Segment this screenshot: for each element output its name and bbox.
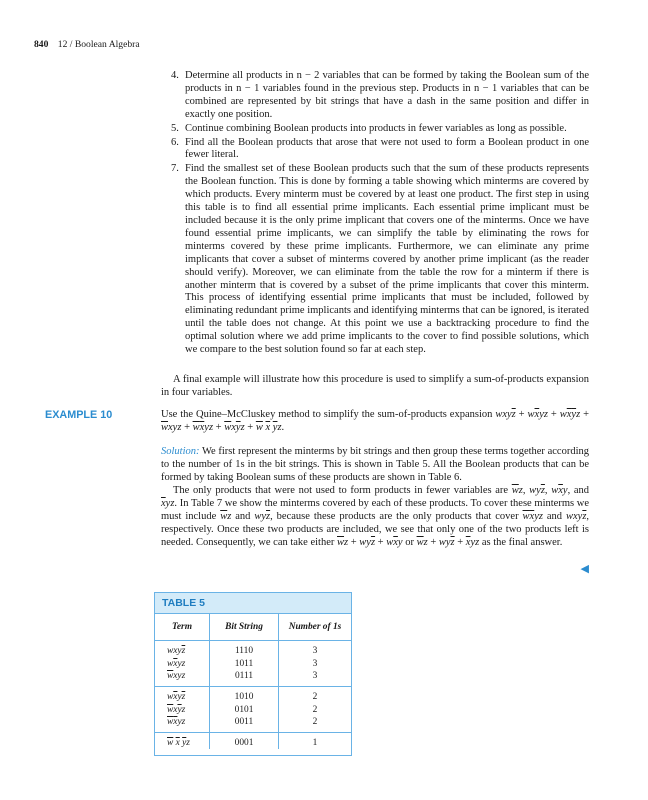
step-item (171, 123, 589, 136)
example-statement: Use the Quine–McCluskey method to simplify the sum-of-products expansion $wxy\overline{z} + w\overline{x}yz + w\overline{x}\overline{y}z + \overline{w}xyz + \overline{w}\overline{x}yz + \overline{w}x\overline{y}z + \overline{w}$ $\overline{x}$ $\overline{y}z$. (161, 409, 590, 433)
chapter-title: 12 / Boolean Algebra (57, 39, 140, 50)
table-row (155, 732, 351, 749)
algorithm-steps (171, 70, 589, 358)
solution-text-2a: The only products that were not used to form products in fewer variables are (173, 485, 509, 496)
solution-text-2d: respectively. Once these two products are included, we see that only one of the two products left is needed. Consequently, we can take either (161, 523, 589, 548)
table-row (155, 641, 351, 658)
table-title: TABLE 5 (155, 593, 351, 614)
ones-count-cell: 3 (312, 658, 318, 669)
term-cell: $\overline{w}xyz$ (155, 670, 210, 686)
step-text: Determine all products in n − 2 variables that can be formed by taking the Boolean sum of the products in n − 1 variables found in the previous step. Products in n − 1 variables that can be combined are represented by bit strings that have a dash in the same position and differ in exactly one position. (185, 70, 589, 120)
table-row (155, 658, 351, 671)
term-cell: $w\overline{x}y\overline{z}$ (155, 686, 210, 703)
ones-count-cell: 1 (312, 737, 318, 748)
solution-paragraph-2: The only products that were not used to form products in fewer variables are $\overline{w}z$, $wy\overline{z}$, $w\overline{x}y$, and $\overline{x}yz$. In Table 7 we show the minterms covered by each of these products. To cover these minterms we must include $\overline{w}z$ and $wy\overline{z}$, because these products are the only products that cover $\overline{w}\overline{x}yz$ and $wxy\overline{z}$, respectively. Once these two products are included, we see that only one of the two products left is needed. Consequently, we can take either $\overline{w}z + wy\overline{z} + w\overline{x}y$ or $\overline{w}z + wy\overline{z} + \overline{x}yz$ as the final answer. (161, 485, 590, 548)
term-cell: $w\overline{x}yz$ (155, 658, 210, 671)
solution-text-2b: In Table 7 we show the minterms covered by each of these products. To cover these minterms we must include (161, 497, 590, 522)
step-number: 7. (171, 163, 179, 175)
solution-paragraph-1 (161, 446, 589, 485)
step-number: 6. (171, 136, 179, 148)
example-statement-text: Use the Quine–McCluskey method to simplify the sum-of-products expansion (161, 409, 493, 420)
page-number: 840 (34, 39, 49, 50)
final-example-paragraph: A final example will illustrate how this procedure is used to simplify a sum-of-products expansion in four variables. (161, 374, 589, 398)
table-row (155, 670, 351, 686)
solution-text-2e: as the final answer. (481, 536, 563, 548)
table-row (155, 716, 351, 732)
ones-count-cell: 2 (312, 704, 318, 715)
bit-string-cell: 0101 (210, 703, 279, 716)
page-header (34, 39, 140, 50)
table-row (155, 703, 351, 716)
solution-label: Solution: (161, 446, 200, 457)
step-text: Continue combining Boolean products into products in fewer variables as long as possible. (185, 122, 567, 134)
step-text: Find the smallest set of these Boolean products such that the sum of these products represents the Boolean function. This is done by forming a table showing which minterms are covered by which products. Every minterm must be covered by at least one product. The first step in using this table is to find all essential prime implicants. Each essential prime implicant must be included because it is the only prime implicant that covers one of the minterms. Once we have found essential prime implicants, we can simplify the table by eliminating the rows for minterms covered by these prime implicants. Furthermore, we can eliminate any prime implicants that cover a subset of minterms covered by another prime implicant (as the reader should verify). Moreover, we can eliminate from the table the row for a minterm if there is another minterm that is covered by a subset of the prime implicants that cover this minterm. This process of identifying essential prime implicants that must be included, followed by eliminating redundant prime implicants and identifying minterms that can be ignored, is iterated until the table does not change. At this point we use a backtracking procedure to find the optimal solution where we add prime implicants to the cover to find possible solutions, which we compare to the best solution found so far at each step. (185, 163, 589, 356)
step-item (171, 163, 589, 357)
table-5 (154, 592, 352, 756)
table-header-row (155, 614, 351, 641)
step-item (171, 70, 589, 122)
column-header-bit-string: Bit String (210, 614, 279, 641)
term-cell: $\overline{w}$ $\overline{x}$ $\overline{y}z$ (155, 732, 210, 749)
bit-string-cell: 0111 (210, 670, 279, 686)
column-header-number-of-ones: Number of 1s (279, 614, 352, 641)
ones-count-cell: 3 (279, 670, 352, 686)
bit-string-cell: 0011 (210, 716, 279, 732)
ones-count-cell: 2 (312, 692, 318, 703)
solution-text-2c: because these products are the only products that cover (276, 510, 519, 522)
step-number: 5. (171, 122, 179, 134)
bit-string-cell: 0001 (210, 732, 279, 749)
ones-count-cell: 3 (312, 646, 318, 657)
end-of-example-icon: ◀ (580, 563, 589, 575)
ones-count-cell: 2 (279, 716, 352, 732)
step-item (171, 137, 589, 163)
bit-string-cell: 1011 (210, 658, 279, 671)
step-number: 4. (171, 70, 179, 81)
solution-text-1: We first represent the minterms by bit strings and then group these terms together according to the number of 1s in the bit strings. This is shown in Table 5. All the Boolean products that can be formed by taking Boolean sums of these products are shown in Table 6. (161, 446, 589, 483)
step-text: Find all the Boolean products that arose that were not used to form a Boolean product in one fewer literal. (185, 136, 589, 161)
example-label: EXAMPLE 10 (45, 409, 113, 421)
end-of-example-row (161, 562, 589, 576)
term-cell: $\overline{w}x\overline{y}z$ (155, 703, 210, 716)
term-cell: $wxy\overline{z}$ (155, 641, 210, 658)
table-5-grid (155, 614, 351, 749)
bit-string-cell: 1110 (210, 641, 279, 658)
column-header-term: Term (155, 614, 210, 641)
term-cell: $\overline{w}\overline{x}yz$ (155, 716, 210, 732)
table-row (155, 686, 351, 703)
bit-string-cell: 1010 (210, 686, 279, 703)
